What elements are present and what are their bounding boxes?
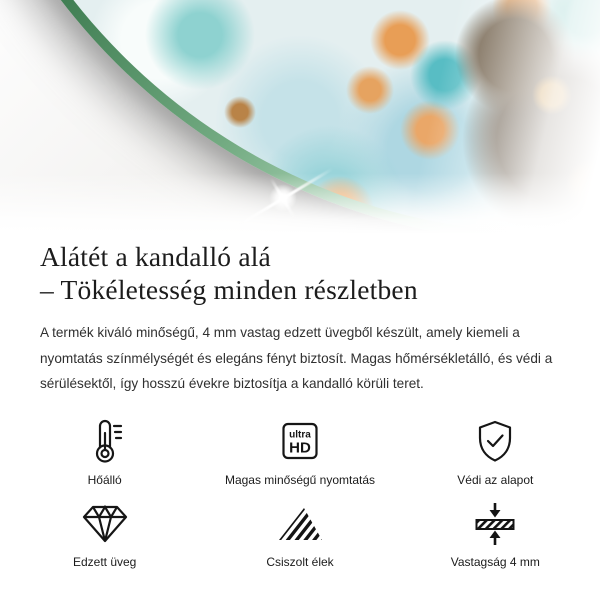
feature-grid [7,418,593,570]
page-title-line2: – Tökéletesség minden részletben [40,274,418,305]
feature-item-thickness [398,500,593,569]
feature-item-heat-resistant [7,418,202,487]
feature-item-print-quality [202,418,397,487]
thermometer-icon [87,418,123,464]
feature-item-polished-edges [202,500,397,569]
ultra-hd-icon [278,421,322,461]
product-hero-image [0,0,600,234]
page-title-line1: Alátét a kandalló alá [40,241,271,272]
feature-item-tempered-glass [7,500,202,569]
product-text-block [0,240,600,569]
product-description: A termék kiváló minőségű, 4 mm vastag edzett üvegből készült, amely kiemeli a nyomtatás színmélységét és elegáns fényt biztosít. Magas hőmérsékletálló, és védi a sérülésektől, így hosszú évekre biztosítja a kandalló körüli teret. [40,325,553,392]
marble-print-surface [0,0,600,233]
glass-disc-photo [0,0,600,234]
diamond-icon [82,505,128,543]
feature-label: Hőálló [87,472,122,487]
feature-item-protects-base [398,418,593,487]
feature-label: Csiszolt élek [266,555,334,570]
shield-check-icon [474,419,516,463]
feature-label: Védi az alapot [457,472,534,487]
polished-edges-icon [277,505,323,543]
svg-text:HD: HD [289,439,311,457]
feature-label: Magas minőségű nyomtatás [224,472,376,487]
feature-label: Edzett üveg [72,555,137,570]
feature-label: Vastagság 4 mm [450,555,540,570]
page-title [40,240,560,306]
thickness-icon [473,501,517,547]
svg-text:ultra: ultra [289,429,311,441]
